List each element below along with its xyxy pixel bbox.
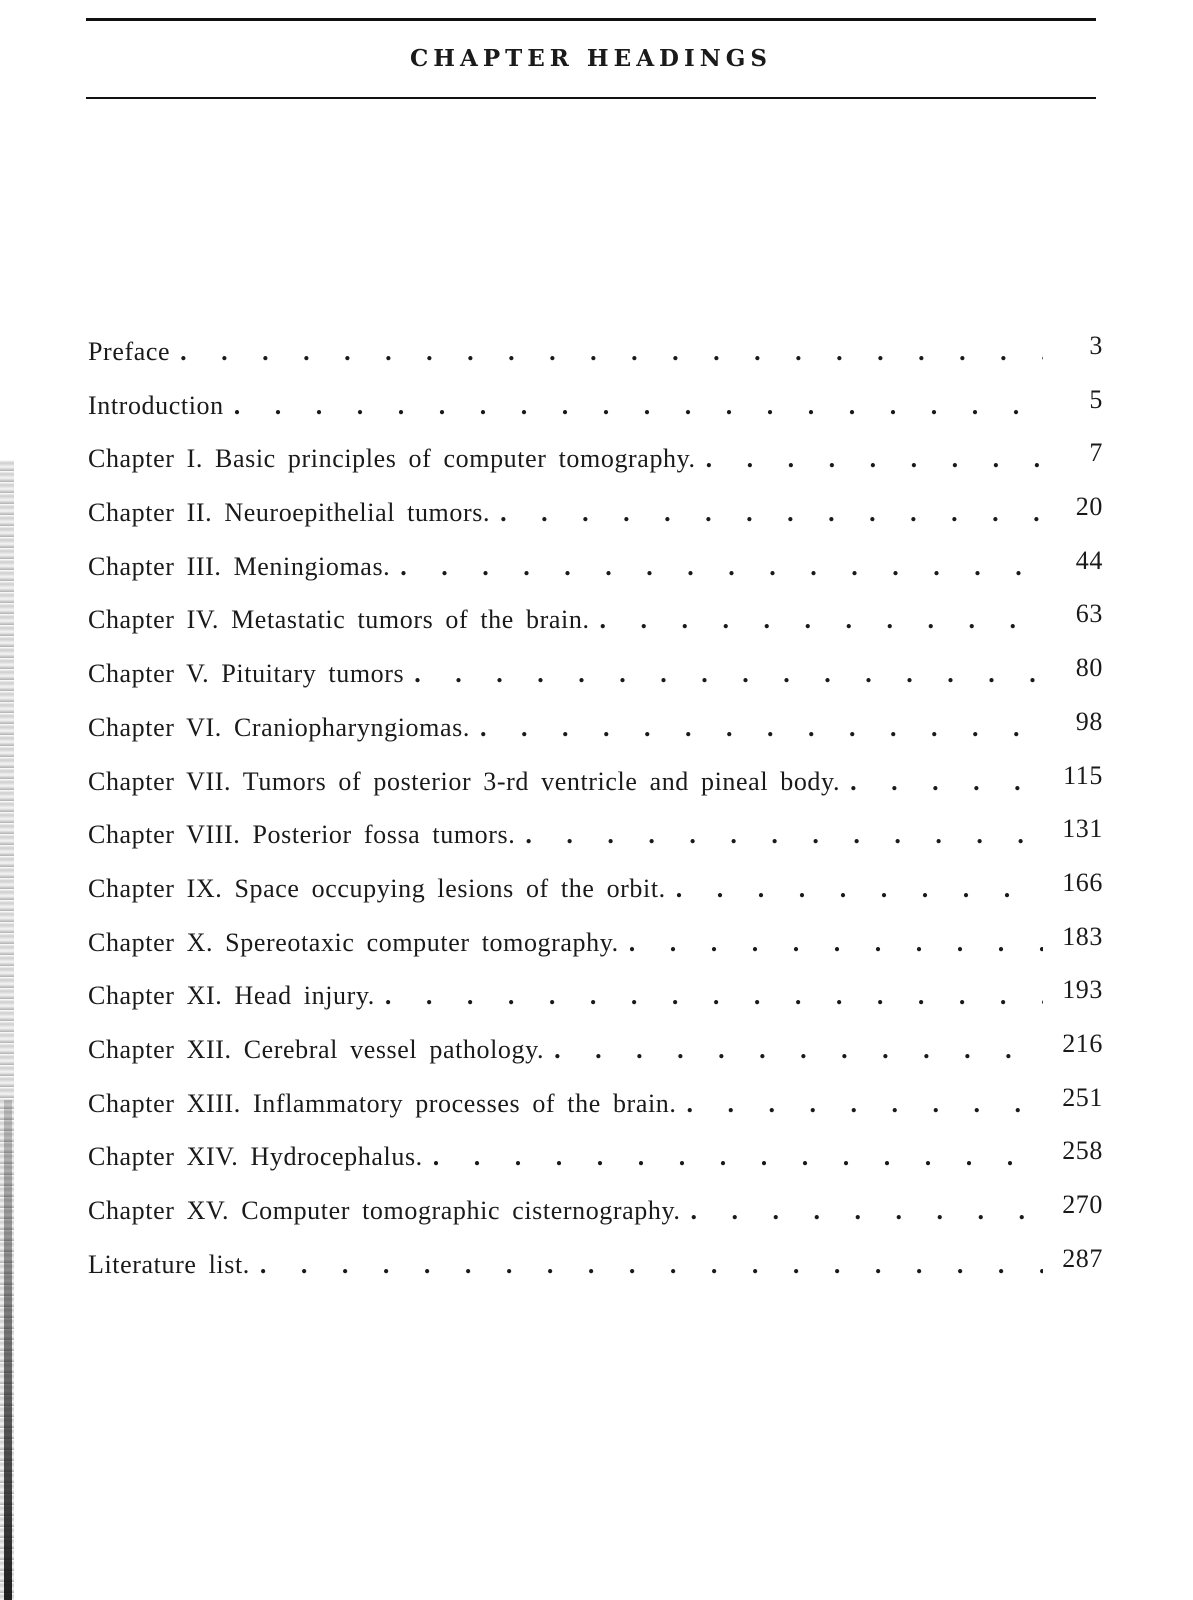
toc-dot-leader bbox=[400, 552, 1043, 582]
toc-dot-leader bbox=[629, 928, 1043, 958]
toc-entry-title: Chapter XII. Cerebral vessel pathology. bbox=[88, 1034, 545, 1064]
toc-dot-leader bbox=[850, 767, 1043, 797]
toc-entry-page: 131 bbox=[1062, 814, 1103, 844]
toc-dot-leader bbox=[686, 1089, 1043, 1119]
toc-entry bbox=[88, 1082, 1103, 1143]
toc-entry bbox=[88, 492, 1103, 552]
toc-entry-title: Chapter VII. Tumors of posterior 3-rd ventricle and pineal body. bbox=[88, 766, 841, 796]
toc-entry-title: Chapter IX. Space occupying lesions of the orbit. bbox=[88, 873, 666, 903]
toc-entry-page: 44 bbox=[1075, 545, 1103, 575]
toc-entry-title: Chapter XV. Computer tomographic cisternography. bbox=[88, 1196, 681, 1225]
toc-dot-leader bbox=[706, 444, 1043, 474]
toc-entry bbox=[88, 599, 1103, 659]
toc-entry-title: Chapter VIII. Posterior fossa tumors. bbox=[88, 820, 516, 850]
toc-entry-page: 63 bbox=[1075, 599, 1103, 629]
toc-entry-page: 5 bbox=[1089, 384, 1103, 414]
toc-entry-title: Preface bbox=[88, 337, 171, 366]
toc-dot-leader bbox=[260, 1250, 1043, 1280]
toc-dot-leader bbox=[433, 1142, 1043, 1172]
page-title: CHAPTER HEADINGS bbox=[409, 45, 773, 72]
toc-entry-page: 20 bbox=[1075, 492, 1103, 522]
scan-edge-shadow bbox=[0, 460, 14, 1600]
toc-dot-leader bbox=[554, 1035, 1043, 1065]
toc-entry-title: Chapter I. Basic principles of computer tomography. bbox=[88, 444, 696, 474]
toc-entry-title: Chapter XIV. Hydrocephalus. bbox=[88, 1142, 423, 1172]
toc-entry-page: 193 bbox=[1062, 975, 1103, 1005]
toc-entry-page: 216 bbox=[1062, 1028, 1103, 1058]
toc-entry-page: 98 bbox=[1075, 706, 1103, 736]
toc-entry-title: Chapter VI. Craniopharyngiomas. bbox=[88, 712, 470, 742]
toc-entry-title: Chapter IV. Metastatic tumors of the brain. bbox=[88, 605, 590, 635]
toc-entry bbox=[88, 814, 1103, 874]
toc-entry bbox=[88, 975, 1103, 1035]
toc-entry bbox=[88, 1243, 1103, 1304]
toc-entry-page: 166 bbox=[1062, 867, 1103, 897]
toc-entry bbox=[88, 706, 1103, 767]
toc-entry-title: Literature list. bbox=[88, 1249, 250, 1279]
toc-dot-leader bbox=[414, 659, 1043, 689]
toc-dot-leader bbox=[525, 820, 1043, 850]
toc-dot-leader bbox=[480, 713, 1043, 743]
toc-dot-leader bbox=[500, 498, 1043, 528]
toc-entry-page: 3 bbox=[1089, 331, 1103, 360]
toc-dot-leader bbox=[385, 981, 1043, 1011]
toc-entry bbox=[88, 545, 1103, 606]
toc-entry bbox=[88, 867, 1103, 928]
table-of-contents bbox=[88, 331, 1103, 1303]
toc-entry bbox=[88, 1190, 1103, 1250]
toc-entry-page: 251 bbox=[1062, 1082, 1103, 1112]
toc-entry-page: 7 bbox=[1089, 438, 1103, 468]
toc-entry-title: Chapter XIII. Inflammatory processes of the brain. bbox=[88, 1088, 677, 1118]
toc-entry-page: 270 bbox=[1062, 1190, 1103, 1219]
toc-dot-leader bbox=[691, 1196, 1043, 1226]
toc-entry-title: Chapter III. Meningiomas. bbox=[88, 551, 391, 581]
toc-entry bbox=[88, 331, 1103, 391]
toc-entry bbox=[88, 921, 1103, 982]
toc-entry-page: 258 bbox=[1062, 1136, 1103, 1166]
toc-entry bbox=[88, 1136, 1103, 1196]
title-underline-rule bbox=[86, 97, 1096, 99]
toc-dot-leader bbox=[234, 391, 1043, 421]
toc-entry-title: Chapter II. Neuroepithelial tumors. bbox=[88, 498, 491, 528]
toc-entry-page: 287 bbox=[1062, 1243, 1103, 1273]
toc-entry-title: Introduction bbox=[88, 390, 224, 420]
toc-entry bbox=[88, 1028, 1103, 1089]
toc-entry bbox=[88, 438, 1103, 498]
toc-dot-leader bbox=[600, 605, 1043, 635]
toc-entry-title: Chapter XI. Head injury. bbox=[88, 981, 375, 1011]
toc-entry-title: Chapter X. Spereotaxic computer tomography. bbox=[88, 927, 619, 957]
toc-entry bbox=[88, 384, 1103, 445]
toc-entry bbox=[88, 653, 1103, 713]
toc-dot-leader bbox=[676, 874, 1043, 904]
toc-dot-leader bbox=[180, 337, 1043, 367]
toc-entry bbox=[88, 760, 1103, 821]
toc-entry-title: Chapter V. Pituitary tumors bbox=[88, 659, 405, 689]
toc-entry-page: 183 bbox=[1062, 921, 1103, 951]
toc-entry-page: 115 bbox=[1063, 760, 1103, 790]
toc-entry-page: 80 bbox=[1075, 653, 1103, 683]
top-rule bbox=[86, 18, 1096, 21]
